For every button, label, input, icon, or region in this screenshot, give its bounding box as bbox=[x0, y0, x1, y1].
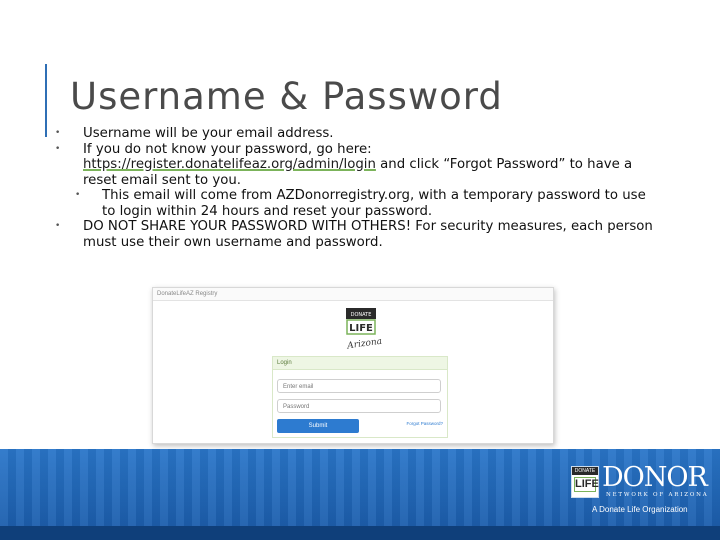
login-link[interactable]: https://register.donatelifeaz.org/admin/login bbox=[83, 157, 376, 172]
login-page-screenshot bbox=[152, 287, 554, 444]
bullet-dot: • bbox=[55, 143, 61, 154]
logo-arizona-text: Arizona bbox=[346, 336, 383, 352]
footer-bottom-strip bbox=[0, 526, 720, 540]
bullet-text-post: and click “Forgot Password” to have a reset email sent to you. bbox=[83, 157, 633, 188]
forgot-password-link[interactable]: Forgot Password? bbox=[406, 421, 443, 426]
logo-donate-text: DONATE bbox=[350, 312, 372, 318]
badge-life-text: LIFE bbox=[575, 478, 599, 490]
password-field[interactable]: Password bbox=[277, 399, 441, 413]
bullet-item bbox=[55, 142, 655, 189]
donate-life-badge bbox=[571, 466, 599, 498]
network-of-arizona-text: NETWORK OF ARIZONA bbox=[606, 492, 709, 498]
bullet-list bbox=[55, 126, 655, 250]
bullet-dot: • bbox=[75, 190, 81, 200]
bullet-item bbox=[55, 219, 655, 250]
sub-bullet-item bbox=[55, 188, 655, 219]
email-field[interactable]: Enter email bbox=[277, 379, 441, 393]
bullet-text: This email will come from AZDonorregistry.org, with a temporary password to use to login within 24 hours and reset your password. bbox=[102, 188, 646, 219]
slide-title: Username & Password bbox=[70, 75, 503, 118]
bullet-dot: • bbox=[55, 128, 61, 138]
bullet-text: DO NOT SHARE YOUR PASSWORD WITH OTHERS! For security measures, each person must use their own username and password. bbox=[83, 219, 653, 250]
bullet-text: Username will be your email address. bbox=[83, 126, 334, 141]
login-heading: Login bbox=[273, 357, 447, 370]
bullet-item bbox=[55, 126, 655, 142]
title-accent-bar bbox=[45, 64, 47, 137]
bullet-dot: • bbox=[55, 221, 61, 231]
login-panel bbox=[272, 356, 448, 438]
submit-button[interactable]: Submit bbox=[277, 419, 359, 433]
bullet-text-pre: If you do not know your password, go here: bbox=[83, 141, 372, 157]
registry-header: DonateLifeAZ Registry bbox=[153, 288, 553, 301]
logo-life-text: LIFE bbox=[349, 323, 373, 334]
badge-donate-text: DONATE bbox=[572, 467, 598, 475]
organization-tagline: A Donate Life Organization bbox=[592, 505, 688, 514]
donate-life-arizona-logo bbox=[339, 306, 383, 354]
donor-wordmark: DONOR bbox=[602, 462, 707, 493]
